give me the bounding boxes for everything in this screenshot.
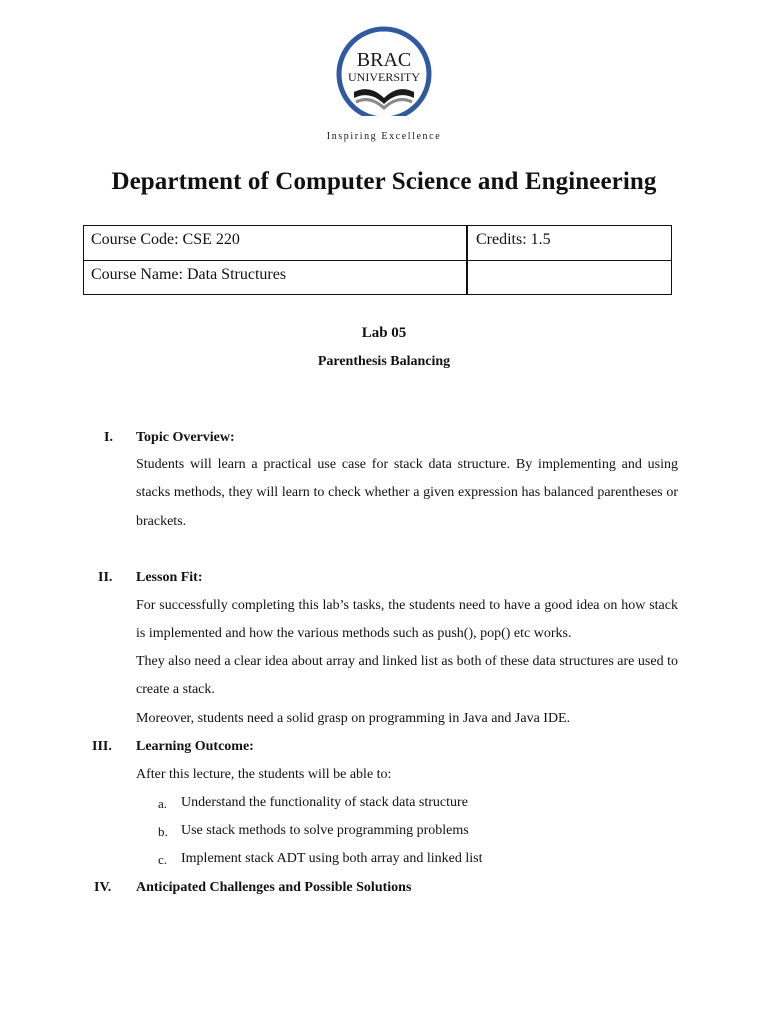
list-item: Use stack methods to solve programming problems: [181, 823, 469, 838]
course-code-cell: Course Code: CSE 220: [91, 231, 240, 248]
credits-cell: Credits: 1.5: [476, 231, 551, 248]
lesson-fit-paragraph-3: Moreover, students need a solid grasp on programming in Java and Java IDE.: [136, 711, 571, 726]
section-numeral: III.: [92, 739, 112, 754]
section-numeral: IV.: [94, 880, 112, 895]
department-title: Department of Computer Science and Engineering: [111, 168, 657, 195]
list-item-marker: a.: [158, 796, 168, 811]
logo-tagline: Inspiring Excellence: [326, 131, 442, 142]
book-icon: [354, 89, 414, 104]
brac-university-logo: [304, 18, 464, 148]
topic-overview-text: Students will learn a practical use case for stack data structure. By implementing and using stacks methods, they will learn to check whether a given expression has balanced parentheses or brackets.: [136, 457, 678, 529]
course-table-row: [84, 261, 671, 295]
learning-outcome-intro: After this lecture, the students will be able to:: [136, 767, 392, 782]
logo-name-line2: UNIVERSITY: [348, 70, 420, 84]
course-info-table: [83, 225, 672, 295]
lab-title: Lab 05: [361, 325, 407, 341]
section-heading-topic-overview: Topic Overview:: [136, 430, 235, 445]
course-table-row: [84, 226, 671, 261]
section-heading-challenges: Anticipated Challenges and Possible Solutions: [136, 880, 412, 895]
section-heading-learning-outcome: Learning Outcome:: [136, 739, 254, 754]
logo-name-line1: BRAC: [356, 49, 412, 71]
lesson-fit-paragraph-1: For successfully completing this lab’s tasks, the students need to have a good idea on how stack is implemented and how the various methods such as push(), pop() etc works.: [136, 598, 678, 642]
list-item: Implement stack ADT using both array and linked list: [181, 851, 483, 866]
section-numeral: I.: [104, 430, 113, 445]
list-item: Understand the functionality of stack data structure: [181, 795, 468, 810]
list-item-marker: b.: [158, 824, 168, 839]
lab-subtitle: Parenthesis Balancing: [317, 354, 451, 369]
course-name-cell: Course Name: Data Structures: [91, 266, 287, 283]
lesson-fit-paragraph-2: They also need a clear idea about array and linked list as both of these data structures are used to create a stack.: [136, 654, 678, 698]
section-numeral: II.: [98, 570, 113, 585]
section-heading-lesson-fit: Lesson Fit:: [136, 570, 203, 585]
list-item-marker: c.: [158, 852, 168, 867]
table-divider: [466, 226, 468, 294]
